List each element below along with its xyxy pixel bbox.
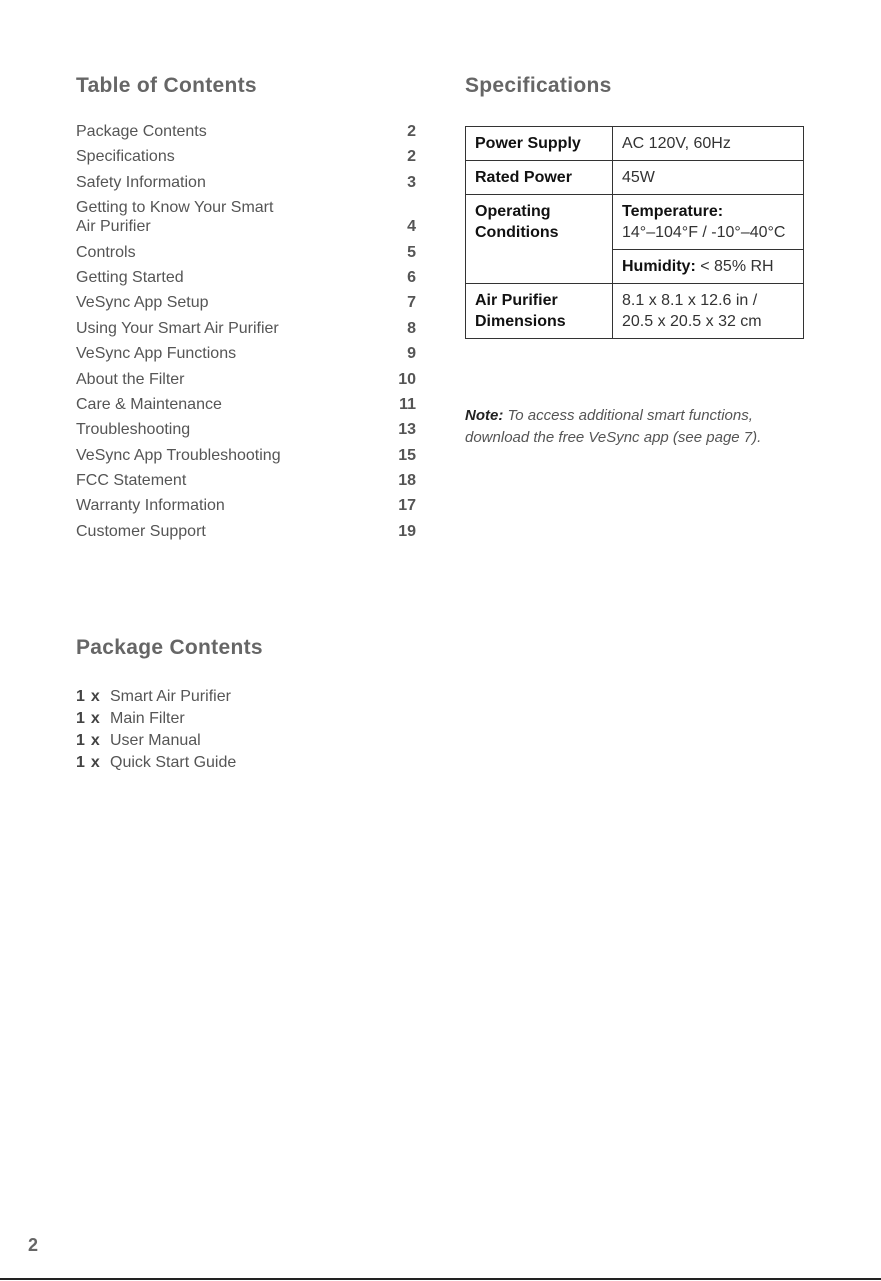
- toc-item-label: Warranty Information: [76, 497, 225, 515]
- toc-item-page: 10: [398, 370, 416, 388]
- list-item: [76, 686, 236, 708]
- toc-item-page: 8: [407, 319, 416, 337]
- toc-item-label: Troubleshooting: [76, 421, 191, 439]
- toc-item-label: About the Filter: [76, 370, 185, 388]
- spec-key: Operating Conditions: [466, 195, 613, 284]
- item-quantity: 1 x: [76, 754, 100, 771]
- package-contents-title: Package Contents: [76, 636, 263, 659]
- spec-value-humidity: [613, 250, 804, 284]
- item-name: Main Filter: [110, 710, 185, 727]
- toc-item-page: 18: [398, 472, 416, 490]
- toc-item[interactable]: [76, 122, 416, 141]
- toc-item-page: 19: [398, 522, 416, 540]
- toc-item-page: 11: [399, 395, 416, 413]
- spec-row-rated-power: [466, 161, 804, 195]
- note: [465, 405, 810, 449]
- spec-row-operating-conditions: [466, 195, 804, 250]
- table-of-contents: [76, 122, 416, 547]
- toc-item-page: 6: [407, 268, 416, 286]
- toc-item[interactable]: [76, 471, 416, 490]
- item-quantity: 1 x: [76, 710, 100, 727]
- toc-item-label: VeSync App Setup: [76, 294, 209, 312]
- list-item: [76, 730, 236, 752]
- item-name: Quick Start Guide: [110, 754, 237, 771]
- humidity-label: Humidity:: [622, 258, 696, 275]
- toc-item-label: VeSync App Troubleshooting: [76, 446, 281, 464]
- specifications-table: [465, 126, 804, 339]
- toc-item[interactable]: [76, 243, 416, 262]
- item-quantity: 1 x: [76, 688, 100, 705]
- toc-item[interactable]: [76, 319, 416, 338]
- list-item: [76, 752, 236, 774]
- toc-item[interactable]: [76, 173, 416, 192]
- toc-item[interactable]: [76, 496, 416, 515]
- toc-item-page: 13: [398, 421, 416, 439]
- package-contents-list: [76, 686, 236, 774]
- toc-item-page: 5: [407, 243, 416, 261]
- spec-key: Air Purifier Dimensions: [466, 284, 613, 339]
- spec-value: 45W: [613, 161, 804, 195]
- toc-item-label: FCC Statement: [76, 472, 187, 490]
- list-item: [76, 708, 236, 730]
- item-quantity: 1 x: [76, 732, 100, 749]
- toc-item-page: 9: [407, 345, 416, 363]
- toc-item-page: 7: [407, 294, 416, 312]
- item-name: Smart Air Purifier: [110, 688, 231, 705]
- item-name: User Manual: [110, 732, 201, 749]
- toc-item[interactable]: [76, 522, 416, 541]
- toc-item[interactable]: [76, 420, 416, 439]
- toc-item[interactable]: [76, 395, 416, 414]
- toc-item-page: 2: [407, 148, 416, 166]
- toc-item-page: 2: [407, 123, 416, 140]
- spec-value-temperature: [613, 195, 804, 250]
- toc-item-label: Getting to Know Your Smart Air Purifier: [76, 199, 274, 236]
- spec-row-dimensions: [466, 284, 804, 339]
- note-text: To access additional smart functions, download the free VeSync app (see page 7).: [465, 407, 762, 446]
- note-label: Note:: [465, 407, 504, 424]
- toc-item-page: 3: [407, 173, 416, 191]
- toc-item-label: Care & Maintenance: [76, 395, 222, 413]
- toc-item[interactable]: [76, 293, 416, 312]
- toc-item-page: 15: [398, 446, 416, 464]
- page-number: 2: [28, 1235, 39, 1255]
- toc-item-page: 17: [398, 497, 416, 515]
- toc-item-label: Controls: [76, 243, 136, 261]
- toc-item-label: Customer Support: [76, 522, 206, 540]
- toc-item[interactable]: [76, 198, 416, 236]
- spec-key: Power Supply: [466, 127, 613, 161]
- toc-title: Table of Contents: [76, 74, 257, 97]
- toc-item-label: Package Contents: [76, 123, 207, 140]
- toc-item-label: Specifications: [76, 148, 175, 166]
- humidity-value: < 85% RH: [695, 258, 774, 275]
- spec-row-power-supply: [466, 127, 804, 161]
- toc-item[interactable]: [76, 370, 416, 389]
- toc-item[interactable]: [76, 344, 416, 363]
- toc-item[interactable]: [76, 446, 416, 465]
- temperature-value: 14°–104°F / -10°–40°C: [622, 224, 786, 241]
- toc-item-label: Safety Information: [76, 173, 206, 191]
- specifications-title: Specifications: [465, 74, 612, 97]
- toc-item-label: Using Your Smart Air Purifier: [76, 319, 279, 337]
- spec-value: AC 120V, 60Hz: [613, 127, 804, 161]
- toc-item-label: VeSync App Functions: [76, 345, 237, 363]
- temperature-label: Temperature:: [622, 203, 724, 220]
- bottom-divider: [0, 1278, 881, 1280]
- toc-item[interactable]: [76, 147, 416, 166]
- toc-item-page: 4: [407, 218, 416, 236]
- spec-value: 8.1 x 8.1 x 12.6 in / 20.5 x 20.5 x 32 cm: [613, 284, 804, 339]
- toc-item[interactable]: [76, 268, 416, 287]
- toc-item-label: Getting Started: [76, 268, 184, 286]
- spec-key: Rated Power: [466, 161, 613, 195]
